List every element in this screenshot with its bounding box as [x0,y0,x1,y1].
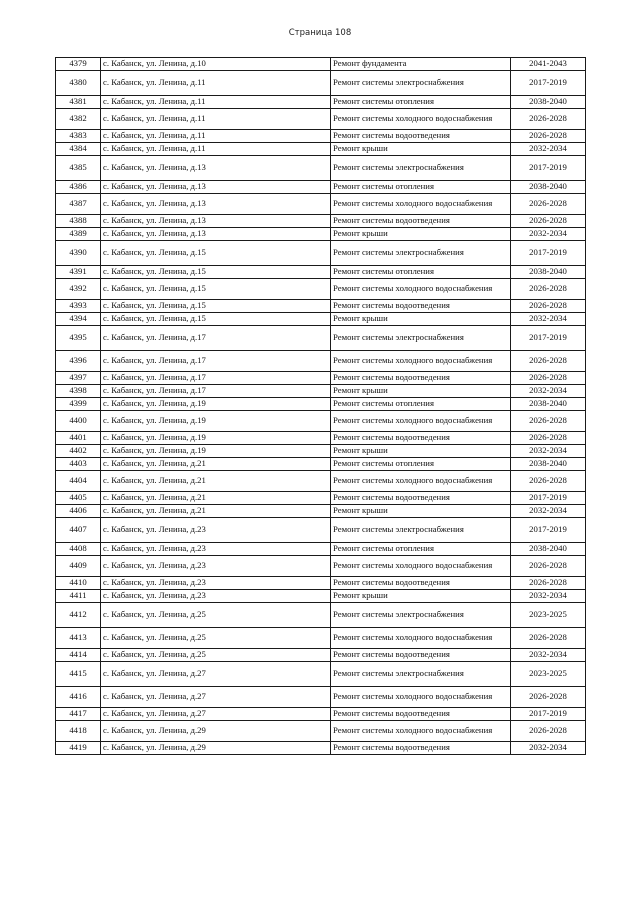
row-number-cell: 4419 [56,742,101,755]
years-cell: 2026-2028 [511,556,586,577]
work-type-cell: Ремонт системы водоотведения [331,432,511,445]
address-cell: с. Кабанск, ул. Ленина, д.17 [101,351,331,372]
table-row [56,492,586,505]
work-type-cell: Ремонт системы холодного водоснабжения [331,721,511,742]
work-type-cell: Ремонт системы водоотведения [331,649,511,662]
work-type-cell: Ремонт системы электроснабжения [331,241,511,266]
row-number-cell: 4392 [56,279,101,300]
address-cell: с. Кабанск, ул. Ленина, д.10 [101,58,331,71]
row-number-cell: 4382 [56,109,101,130]
work-type-cell: Ремонт системы электроснабжения [331,326,511,351]
address-cell: с. Кабанск, ул. Ленина, д.21 [101,492,331,505]
table-row [56,411,586,432]
table-row [56,96,586,109]
work-type-cell: Ремонт системы холодного водоснабжения [331,687,511,708]
work-type-cell: Ремонт системы холодного водоснабжения [331,351,511,372]
work-type-cell: Ремонт системы электроснабжения [331,662,511,687]
row-number-cell: 4380 [56,71,101,96]
table-row [56,156,586,181]
row-number-cell: 4415 [56,662,101,687]
row-number-cell: 4417 [56,708,101,721]
work-type-cell: Ремонт системы водоотведения [331,300,511,313]
years-cell: 2032-2034 [511,505,586,518]
table-row [56,471,586,492]
address-cell: с. Кабанск, ул. Ленина, д.29 [101,742,331,755]
row-number-cell: 4405 [56,492,101,505]
address-cell: с. Кабанск, ул. Ленина, д.13 [101,181,331,194]
years-cell: 2026-2028 [511,130,586,143]
table-row [56,109,586,130]
address-cell: с. Кабанск, ул. Ленина, д.17 [101,326,331,351]
address-cell: с. Кабанск, ул. Ленина, д.11 [101,96,331,109]
row-number-cell: 4418 [56,721,101,742]
table-row [56,279,586,300]
work-type-cell: Ремонт крыши [331,590,511,603]
work-type-cell: Ремонт фундамента [331,58,511,71]
years-cell: 2026-2028 [511,471,586,492]
work-type-cell: Ремонт системы холодного водоснабжения [331,279,511,300]
row-number-cell: 4406 [56,505,101,518]
address-cell: с. Кабанск, ул. Ленина, д.11 [101,71,331,96]
address-cell: с. Кабанск, ул. Ленина, д.25 [101,628,331,649]
table-row [56,130,586,143]
address-cell: с. Кабанск, ул. Ленина, д.23 [101,590,331,603]
years-cell: 2038-2040 [511,398,586,411]
repair-schedule-table [55,57,586,755]
work-type-cell: Ремонт системы водоотведения [331,708,511,721]
table-row [56,742,586,755]
table-row [56,662,586,687]
years-cell: 2032-2034 [511,143,586,156]
work-type-cell: Ремонт системы водоотведения [331,372,511,385]
table-row [56,628,586,649]
years-cell: 2026-2028 [511,577,586,590]
row-number-cell: 4397 [56,372,101,385]
work-type-cell: Ремонт системы водоотведения [331,492,511,505]
address-cell: с. Кабанск, ул. Ленина, д.13 [101,194,331,215]
address-cell: с. Кабанск, ул. Ленина, д.27 [101,662,331,687]
years-cell: 2026-2028 [511,628,586,649]
row-number-cell: 4408 [56,543,101,556]
years-cell: 2023-2025 [511,662,586,687]
table-row [56,505,586,518]
work-type-cell: Ремонт системы отопления [331,266,511,279]
work-type-cell: Ремонт системы электроснабжения [331,156,511,181]
row-number-cell: 4402 [56,445,101,458]
address-cell: с. Кабанск, ул. Ленина, д.29 [101,721,331,742]
address-cell: с. Кабанск, ул. Ленина, д.21 [101,505,331,518]
work-type-cell: Ремонт крыши [331,385,511,398]
address-cell: с. Кабанск, ул. Ленина, д.25 [101,649,331,662]
work-type-cell: Ремонт системы отопления [331,458,511,471]
row-number-cell: 4409 [56,556,101,577]
years-cell: 2017-2019 [511,326,586,351]
table-row [56,385,586,398]
table-row [56,398,586,411]
years-cell: 2038-2040 [511,96,586,109]
row-number-cell: 4396 [56,351,101,372]
years-cell: 2026-2028 [511,372,586,385]
years-cell: 2026-2028 [511,351,586,372]
work-type-cell: Ремонт крыши [331,505,511,518]
address-cell: с. Кабанск, ул. Ленина, д.19 [101,411,331,432]
table-row [56,458,586,471]
years-cell: 2026-2028 [511,215,586,228]
row-number-cell: 4412 [56,603,101,628]
years-cell: 2026-2028 [511,721,586,742]
row-number-cell: 4381 [56,96,101,109]
row-number-cell: 4414 [56,649,101,662]
work-type-cell: Ремонт крыши [331,445,511,458]
table-row [56,432,586,445]
table-row [56,708,586,721]
row-number-cell: 4411 [56,590,101,603]
row-number-cell: 4410 [56,577,101,590]
address-cell: с. Кабанск, ул. Ленина, д.23 [101,577,331,590]
row-number-cell: 4399 [56,398,101,411]
years-cell: 2038-2040 [511,458,586,471]
years-cell: 2026-2028 [511,279,586,300]
address-cell: с. Кабанск, ул. Ленина, д.17 [101,372,331,385]
address-cell: с. Кабанск, ул. Ленина, д.15 [101,313,331,326]
years-cell: 2032-2034 [511,228,586,241]
row-number-cell: 4383 [56,130,101,143]
table-row [56,543,586,556]
years-cell: 2026-2028 [511,194,586,215]
row-number-cell: 4416 [56,687,101,708]
work-type-cell: Ремонт системы отопления [331,398,511,411]
address-cell: с. Кабанск, ул. Ленина, д.13 [101,228,331,241]
row-number-cell: 4387 [56,194,101,215]
address-cell: с. Кабанск, ул. Ленина, д.23 [101,556,331,577]
years-cell: 2026-2028 [511,300,586,313]
years-cell: 2017-2019 [511,518,586,543]
work-type-cell: Ремонт системы водоотведения [331,577,511,590]
table-row [56,58,586,71]
address-cell: с. Кабанск, ул. Ленина, д.13 [101,156,331,181]
address-cell: с. Кабанск, ул. Ленина, д.17 [101,385,331,398]
work-type-cell: Ремонт системы холодного водоснабжения [331,194,511,215]
table-row [56,556,586,577]
address-cell: с. Кабанск, ул. Ленина, д.27 [101,708,331,721]
work-type-cell: Ремонт системы водоотведения [331,130,511,143]
row-number-cell: 4407 [56,518,101,543]
address-cell: с. Кабанск, ул. Ленина, д.19 [101,445,331,458]
table-row [56,577,586,590]
work-type-cell: Ремонт системы отопления [331,543,511,556]
table-row [56,649,586,662]
table-row [56,351,586,372]
address-cell: с. Кабанск, ул. Ленина, д.25 [101,603,331,628]
work-type-cell: Ремонт системы водоотведения [331,215,511,228]
years-cell: 2026-2028 [511,687,586,708]
work-type-cell: Ремонт крыши [331,313,511,326]
work-type-cell: Ремонт системы электроснабжения [331,71,511,96]
table-row [56,687,586,708]
table-row [56,372,586,385]
work-type-cell: Ремонт системы отопления [331,181,511,194]
address-cell: с. Кабанск, ул. Ленина, д.13 [101,215,331,228]
row-number-cell: 4398 [56,385,101,398]
years-cell: 2017-2019 [511,708,586,721]
row-number-cell: 4379 [56,58,101,71]
table-row [56,326,586,351]
row-number-cell: 4391 [56,266,101,279]
address-cell: с. Кабанск, ул. Ленина, д.11 [101,143,331,156]
work-type-cell: Ремонт системы электроснабжения [331,518,511,543]
work-type-cell: Ремонт системы холодного водоснабжения [331,471,511,492]
years-cell: 2017-2019 [511,156,586,181]
row-number-cell: 4385 [56,156,101,181]
table-row [56,71,586,96]
table-row [56,241,586,266]
table-body [56,58,586,755]
years-cell: 2041-2043 [511,58,586,71]
work-type-cell: Ремонт крыши [331,228,511,241]
address-cell: с. Кабанск, ул. Ленина, д.19 [101,398,331,411]
table-row [56,590,586,603]
years-cell: 2017-2019 [511,241,586,266]
row-number-cell: 4394 [56,313,101,326]
table-row [56,445,586,458]
years-cell: 2032-2034 [511,313,586,326]
address-cell: с. Кабанск, ул. Ленина, д.23 [101,518,331,543]
work-type-cell: Ремонт системы холодного водоснабжения [331,556,511,577]
address-cell: с. Кабанск, ул. Ленина, д.19 [101,432,331,445]
address-cell: с. Кабанск, ул. Ленина, д.11 [101,109,331,130]
years-cell: 2032-2034 [511,445,586,458]
years-cell: 2038-2040 [511,543,586,556]
row-number-cell: 4388 [56,215,101,228]
row-number-cell: 4401 [56,432,101,445]
years-cell: 2032-2034 [511,649,586,662]
work-type-cell: Ремонт системы холодного водоснабжения [331,411,511,432]
row-number-cell: 4413 [56,628,101,649]
years-cell: 2032-2034 [511,590,586,603]
table-row [56,143,586,156]
table-row [56,518,586,543]
address-cell: с. Кабанск, ул. Ленина, д.15 [101,300,331,313]
table-row [56,313,586,326]
table-row [56,228,586,241]
years-cell: 2032-2034 [511,385,586,398]
years-cell: 2026-2028 [511,432,586,445]
years-cell: 2026-2028 [511,411,586,432]
work-type-cell: Ремонт системы электроснабжения [331,603,511,628]
table-row [56,721,586,742]
row-number-cell: 4390 [56,241,101,266]
address-cell: с. Кабанск, ул. Ленина, д.15 [101,266,331,279]
table-row [56,181,586,194]
years-cell: 2023-2025 [511,603,586,628]
page-number-header: Страница 108 [288,28,352,38]
years-cell: 2038-2040 [511,266,586,279]
work-type-cell: Ремонт системы водоотведения [331,742,511,755]
table-row [56,194,586,215]
row-number-cell: 4393 [56,300,101,313]
row-number-cell: 4403 [56,458,101,471]
years-cell: 2038-2040 [511,181,586,194]
address-cell: с. Кабанск, ул. Ленина, д.11 [101,130,331,143]
table-row [56,215,586,228]
address-cell: с. Кабанск, ул. Ленина, д.15 [101,279,331,300]
table-row [56,300,586,313]
address-cell: с. Кабанск, ул. Ленина, д.21 [101,458,331,471]
address-cell: с. Кабанск, ул. Ленина, д.23 [101,543,331,556]
row-number-cell: 4384 [56,143,101,156]
work-type-cell: Ремонт системы отопления [331,96,511,109]
row-number-cell: 4386 [56,181,101,194]
years-cell: 2026-2028 [511,109,586,130]
work-type-cell: Ремонт крыши [331,143,511,156]
table-row [56,603,586,628]
table-row [56,266,586,279]
address-cell: с. Кабанск, ул. Ленина, д.27 [101,687,331,708]
years-cell: 2032-2034 [511,742,586,755]
years-cell: 2017-2019 [511,492,586,505]
work-type-cell: Ремонт системы холодного водоснабжения [331,628,511,649]
row-number-cell: 4400 [56,411,101,432]
row-number-cell: 4404 [56,471,101,492]
work-type-cell: Ремонт системы холодного водоснабжения [331,109,511,130]
row-number-cell: 4395 [56,326,101,351]
years-cell: 2017-2019 [511,71,586,96]
address-cell: с. Кабанск, ул. Ленина, д.15 [101,241,331,266]
address-cell: с. Кабанск, ул. Ленина, д.21 [101,471,331,492]
row-number-cell: 4389 [56,228,101,241]
